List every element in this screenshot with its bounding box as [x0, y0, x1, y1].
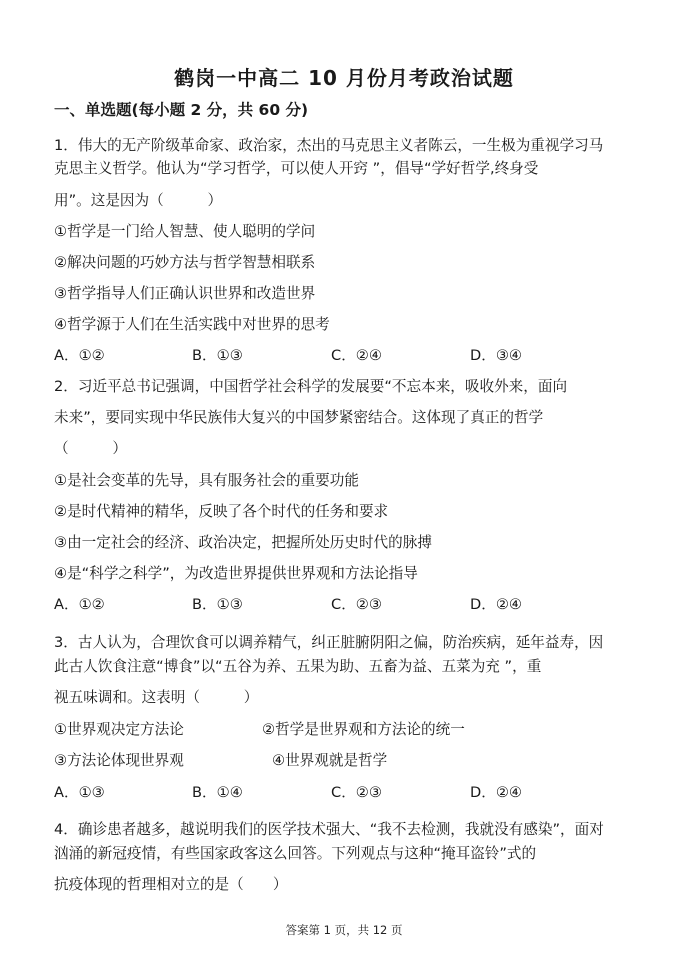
choice-d: D．③④	[470, 347, 522, 364]
statement-item: ②哲学是世界观和方法论的统一	[262, 721, 465, 738]
choice-d: D．②④	[470, 784, 522, 801]
question-stem-line: 3．古人认为，合理饮食可以调养精气，纠正脏腑阴阳之偏，防治疾病，延年益寿，因	[54, 634, 604, 651]
choice-a: A．①②	[54, 347, 105, 364]
statement-item: ④是“科学之科学”，为改造世界提供世界观和方法论指导	[54, 565, 418, 582]
question-stem-line: 2．习近平总书记强调，中国哲学社会科学的发展要“不忘本来，吸收外来，面向	[54, 378, 568, 395]
question-stem-line: 视五味调和。这表明（ ）	[54, 689, 259, 706]
choice-d: D．②④	[470, 596, 522, 613]
statement-item: ②是时代精神的精华，反映了各个时代的任务和要求	[54, 503, 389, 520]
question-stem-line: 未来”，要同实现中华民族伟大复兴的中国梦紧密结合。这体现了真正的哲学	[54, 409, 544, 426]
choice-a: A．①③	[54, 784, 105, 801]
statement-item: ①是社会变革的先导，具有服务社会的重要功能	[54, 472, 359, 489]
statement-item: ①哲学是一门给人智慧、使人聪明的学问	[54, 223, 316, 240]
question-stem-line: 用”。这是因为（ ）	[54, 192, 223, 209]
choice-b: B．①③	[192, 596, 243, 613]
statement-item: ③由一定社会的经济、政治决定，把握所处历史时代的脉搏	[54, 534, 432, 551]
question-stem-line: 汹涌的新冠疫情，有些国家政客这么回答。下列观点与这种“掩耳盗铃”式的	[54, 845, 537, 862]
question-stem-line: 1．伟大的无产阶级革命家、政治家，杰出的马克思主义者陈云，一生极为重视学习马	[54, 137, 604, 154]
question-stem-line: 4．确诊患者越多，越说明我们的医学技术强大、“我不去检测，我就没有感染”，面对	[54, 821, 604, 838]
choice-c: C．②④	[331, 347, 382, 364]
section-heading: 一、单选题(每小题 2 分，共 60 分)	[54, 101, 309, 119]
statement-item: ④世界观就是哲学	[272, 752, 388, 769]
question-stem-line: 克思主义哲学。他认为“学习哲学，可以使人开窍 ”，倡导“学好哲学,终身受	[54, 160, 539, 177]
question-stem-line: 此古人饮食注意“博食”以“五谷为养、五果为助、五畜为益、五菜为充 ”，重	[54, 658, 542, 675]
page-footer: 答案第 1 页，共 12 页	[285, 923, 403, 937]
choice-c: C．②③	[331, 596, 382, 613]
question-stem-line: 抗疫体现的哲理相对立的是（ ）	[54, 876, 288, 893]
statement-item: ④哲学源于人们在生活实践中对世界的思考	[54, 316, 330, 333]
statement-item: ③方法论体现世界观	[54, 752, 184, 769]
choice-c: C．②③	[331, 784, 382, 801]
statement-item: ③哲学指导人们正确认识世界和改造世界	[54, 285, 316, 302]
document-title: 鹤岗一中高二 10 月份月考政治试题	[174, 66, 514, 90]
statement-item: ①世界观决定方法论	[54, 721, 184, 738]
choice-a: A．①②	[54, 596, 105, 613]
choice-b: B．①③	[192, 347, 243, 364]
choice-b: B．①④	[192, 784, 243, 801]
statement-item: ②解决问题的巧妙方法与哲学智慧相联系	[54, 254, 316, 271]
question-stem-line: （ ）	[54, 440, 127, 457]
